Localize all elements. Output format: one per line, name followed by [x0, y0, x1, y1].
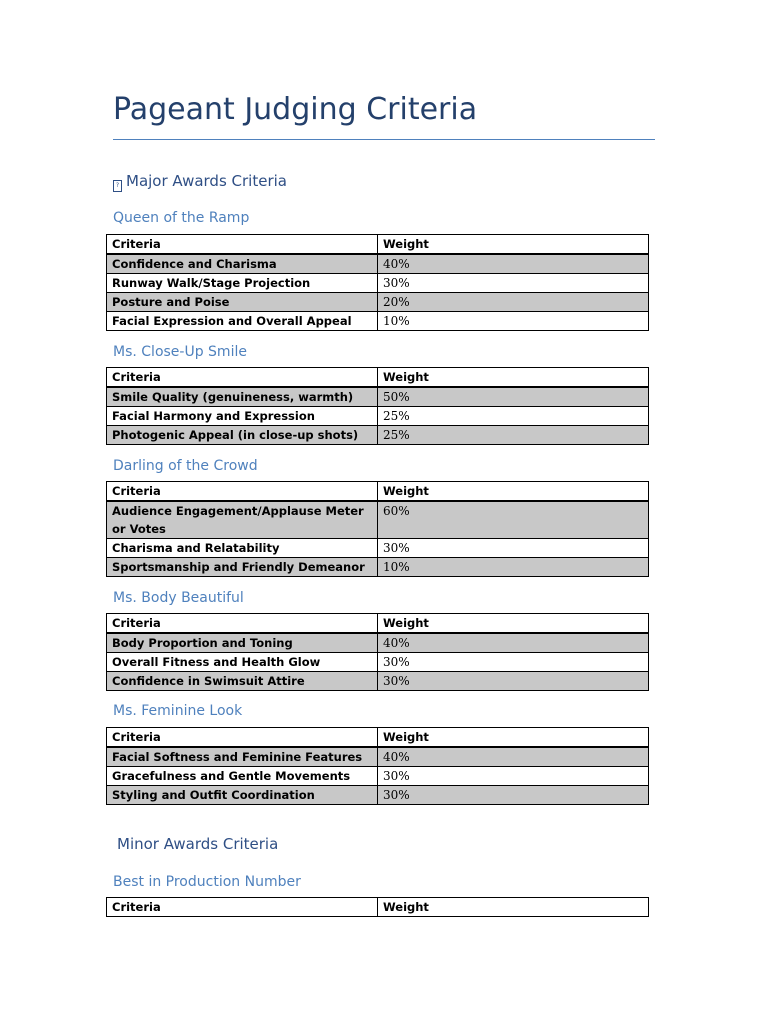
table-row: [107, 633, 649, 653]
weight-cell: 50%: [378, 387, 649, 407]
criteria-cell: Smile Quality (genuineness, warmth): [107, 387, 378, 407]
table-row: [107, 312, 649, 331]
weight-cell: 30%: [378, 767, 649, 786]
criteria-table-ms-feminine-look: [106, 727, 649, 805]
award-title-ms-close-up-smile: Ms. Close-Up Smile: [113, 344, 247, 360]
criteria-cell: Overall Fitness and Health Glow: [107, 653, 378, 672]
table-header-row: [107, 728, 649, 748]
column-header-weight: Weight: [378, 368, 649, 388]
table-header-row: [107, 368, 649, 388]
column-header-criteria: Criteria: [107, 898, 378, 917]
table-row: [107, 767, 649, 786]
weight-cell: 10%: [378, 558, 649, 577]
weight-cell: 40%: [378, 633, 649, 653]
award-title-best-in-production-number: Best in Production Number: [113, 874, 301, 890]
column-header-weight: Weight: [378, 898, 649, 917]
weight-cell: 30%: [378, 786, 649, 805]
document-title: Pageant Judging Criteria: [113, 92, 478, 127]
criteria-cell: Facial Expression and Overall Appeal: [107, 312, 378, 331]
weight-cell: 30%: [378, 672, 649, 691]
column-header-criteria: Criteria: [107, 728, 378, 748]
criteria-cell: Gracefulness and Gentle Movements: [107, 767, 378, 786]
table-row: [107, 501, 649, 539]
award-title-ms-feminine-look: Ms. Feminine Look: [113, 703, 243, 719]
weight-cell: 40%: [378, 254, 649, 274]
criteria-cell: Styling and Outfit Coordination: [107, 786, 378, 805]
award-title-ms-body-beautiful: Ms. Body Beautiful: [113, 590, 244, 606]
table-row: [107, 387, 649, 407]
criteria-table-best-in-production-number: [106, 897, 649, 917]
criteria-cell: Posture and Poise: [107, 293, 378, 312]
column-header-criteria: Criteria: [107, 614, 378, 634]
weight-cell: 60%: [378, 501, 649, 539]
column-header-criteria: Criteria: [107, 368, 378, 388]
weight-cell: 25%: [378, 407, 649, 426]
weight-cell: 40%: [378, 747, 649, 767]
criteria-table-ms-body-beautiful: [106, 613, 649, 691]
table-header-row: [107, 898, 649, 917]
table-header-row: [107, 614, 649, 634]
column-header-weight: Weight: [378, 482, 649, 502]
criteria-cell: Audience Engagement/Applause Meter or Votes: [107, 501, 378, 539]
major-awards-heading-text: Major Awards Criteria: [126, 172, 287, 190]
table-header-row: [107, 482, 649, 502]
criteria-table-darling-of-the-crowd: [106, 481, 649, 577]
column-header-criteria: Criteria: [107, 235, 378, 255]
column-header-weight: Weight: [378, 614, 649, 634]
table-row: [107, 786, 649, 805]
column-header-weight: Weight: [378, 235, 649, 255]
column-header-criteria: Criteria: [107, 482, 378, 502]
criteria-cell: Sportsmanship and Friendly Demeanor: [107, 558, 378, 577]
weight-cell: 30%: [378, 653, 649, 672]
table-row: [107, 539, 649, 558]
award-title-darling-of-the-crowd: Darling of the Crowd: [113, 458, 258, 474]
column-header-weight: Weight: [378, 728, 649, 748]
missing-glyph-icon: ?: [113, 180, 122, 192]
criteria-cell: Runway Walk/Stage Projection: [107, 274, 378, 293]
table-row: [107, 558, 649, 577]
weight-cell: 25%: [378, 426, 649, 445]
title-divider: [113, 139, 655, 140]
criteria-cell: Body Proportion and Toning: [107, 633, 378, 653]
criteria-cell: Charisma and Relatability: [107, 539, 378, 558]
criteria-table-queen-of-the-ramp: [106, 234, 649, 331]
table-row: [107, 747, 649, 767]
table-row: [107, 672, 649, 691]
criteria-cell: Facial Softness and Feminine Features: [107, 747, 378, 767]
minor-awards-heading: Minor Awards Criteria: [117, 835, 279, 853]
table-row: [107, 426, 649, 445]
criteria-cell: Confidence in Swimsuit Attire: [107, 672, 378, 691]
table-row: [107, 407, 649, 426]
table-row: [107, 254, 649, 274]
weight-cell: 30%: [378, 274, 649, 293]
criteria-cell: Confidence and Charisma: [107, 254, 378, 274]
weight-cell: 20%: [378, 293, 649, 312]
criteria-table-ms-close-up-smile: [106, 367, 649, 445]
award-title-queen-of-the-ramp: Queen of the Ramp: [113, 210, 250, 226]
weight-cell: 10%: [378, 312, 649, 331]
weight-cell: 30%: [378, 539, 649, 558]
table-row: [107, 653, 649, 672]
table-row: [107, 274, 649, 293]
table-row: [107, 293, 649, 312]
table-header-row: [107, 235, 649, 255]
criteria-cell: Facial Harmony and Expression: [107, 407, 378, 426]
criteria-cell: Photogenic Appeal (in close-up shots): [107, 426, 378, 445]
major-awards-heading: [113, 172, 287, 192]
